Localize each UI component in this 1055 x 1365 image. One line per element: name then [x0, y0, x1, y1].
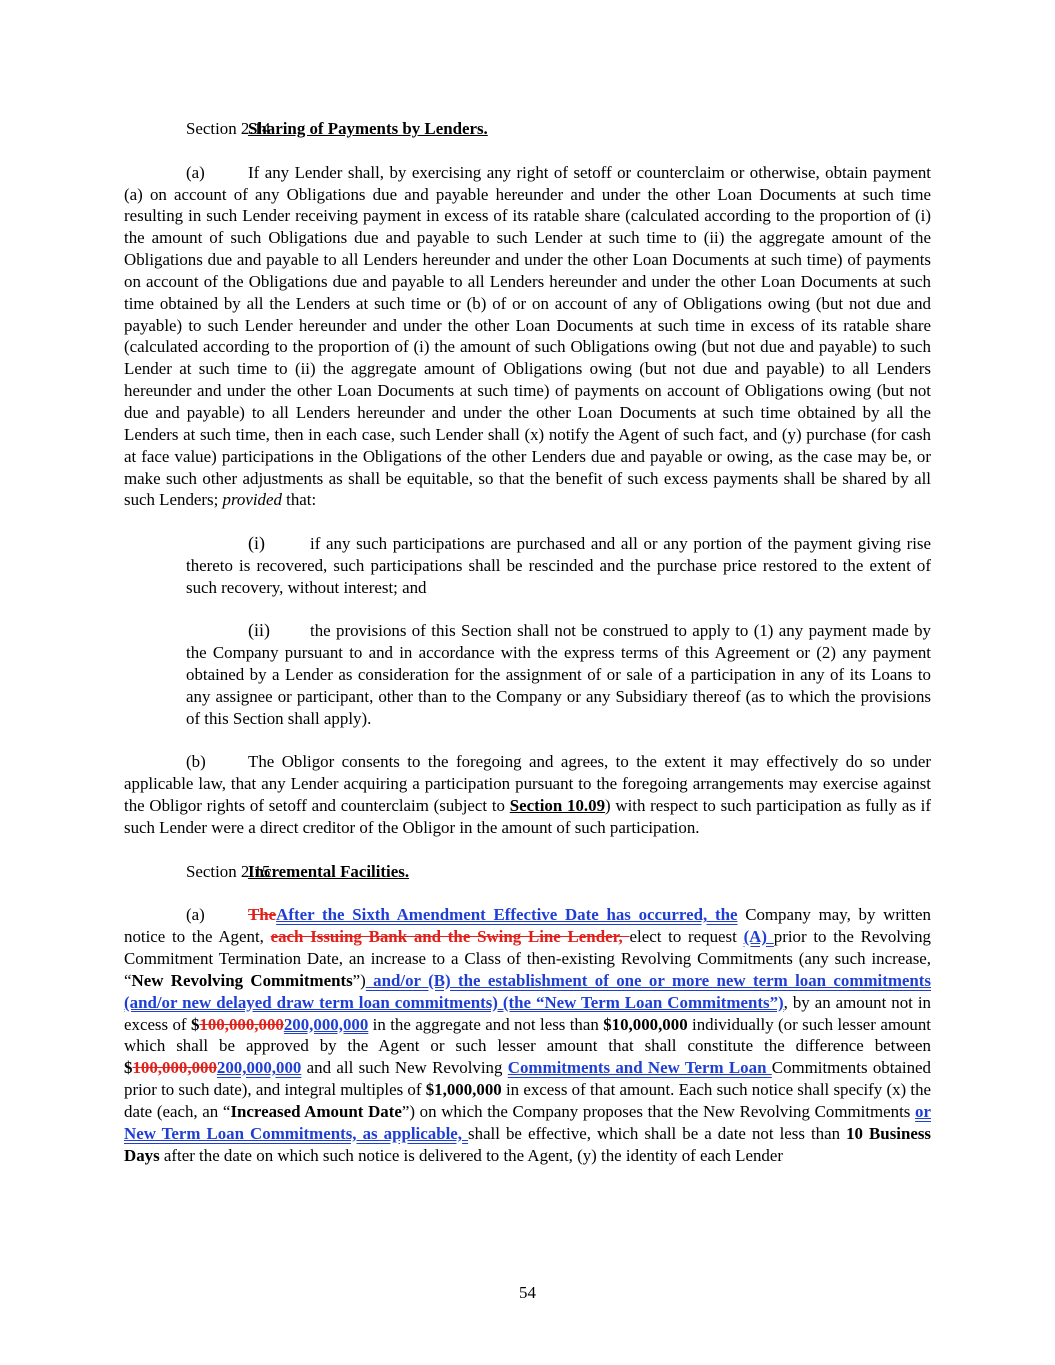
clause-text: if any such participations are purchased and all or any portion of the payment giving rise thereto is recovered, such participations shall be rescinded and the purchase price restored to the extent of such recovery, without interest; and: [186, 534, 931, 597]
paragraph-text: , by an amount not in excess of: [124, 992, 931, 1034]
inserted-text: or New Term Loan Commitments, as applicable,: [124, 1101, 931, 1143]
paragraph-b: [124, 751, 931, 838]
paragraph-text: individually (or such lesser amount which shall be approved by the Agent or such lesser amount that shall constitute the difference between: [124, 1014, 931, 1056]
inserted-text: and/or (B) the establishment of one or more new term loan commitments (and/or new delayed draw term loan commitments) (the “New Term Loan Commitments”): [124, 970, 931, 1012]
paragraph-a: [124, 162, 931, 512]
clause-ii: [186, 620, 931, 729]
section-title: Incremental Facilities.: [248, 861, 410, 881]
paragraph-text: Company may, by written notice to the Agent,: [124, 905, 931, 947]
paragraph-text: in the aggregate and not less than: [368, 1014, 604, 1034]
paragraph-text: elect to request: [629, 927, 744, 947]
paragraph-text: prior to the Revolving Commitment Termination Date, an increase to a Class of then-existing Revolving Commitments (any such increase, “: [124, 927, 931, 990]
amount-text: $1,000,000: [425, 1080, 502, 1100]
paragraph-label: (b): [186, 752, 206, 772]
section-number: Section 2.15: [186, 861, 271, 881]
defined-term: Increased Amount Date: [230, 1101, 402, 1121]
paragraph-incremental-a: [124, 904, 931, 1166]
inserted-amount: 200,000,000: [216, 1058, 302, 1078]
section-number: Section 2.14: [186, 119, 271, 138]
page-number: 54: [519, 1283, 536, 1302]
provided-term: provided: [222, 490, 282, 510]
inserted-amount: 200,000,000: [283, 1014, 369, 1034]
defined-term: 10 Business Days: [124, 1123, 932, 1165]
clause-label: (ii): [248, 620, 270, 641]
paragraph-text: ”) on which the Company proposes that the New Revolving Commitments: [401, 1101, 916, 1121]
section-2-15-heading: [124, 861, 931, 883]
section-title: Sharing of Payments by Lenders.: [248, 119, 488, 138]
clause-i: [186, 533, 931, 599]
paragraph-text: The Obligor consents to the foregoing and agrees, to the extent it may effectively do so under applicable law, that any Lender acquiring a participation pursuant to the foregoing arrangements may exercise against the Obligor rights of setoff and counterclaim (subject to: [124, 752, 931, 816]
paragraph-text: If any Lender shall, by exercising any right of setoff or counterclaim or otherwise, obtain payment (a) on account of any Obligations due and payable hereunder and under the other Loan Documents at such time resulting in such Lender receiving payment in excess of its ratable share (calculated according to the proportion of (i) the amount of such Obligations due and payable to such Lender at such time to (ii) the aggregate amount of the Obligations due and payable to all Lenders hereunder and under the other Loan Documents at such time) of payments on account of the Obligations due and payable to all Lenders hereunder and under the other Loan Documents at such time obtained by all the Lenders at such time or (b) of or on account of any of Obligations owing (but not due and payable) to such Lender hereunder and under the other Loan Documents at such time in excess of its ratable share (calculated according to the proportion of (i) the amount of such Obligations owing (but not due and payable) to such Lender at such time to (ii) the aggregate amount of Obligations owing (but not due and payable) to all Lenders hereunder and under the other Loan Documents at such time) of payments on account of Obligations owing (but not due and payable) to all Lenders hereunder and under the other Loan Documents at such time obtained by all the Lenders at such time, then in each case, such Lender shall (x) notify the Agent of such fact, and (y) purchase (for cash at face value) participations in the Obligations of the other Lenders due and payable or owing, as the case may be, or make such other adjustments as shall be equitable, so that the benefit of such excess payments shall be shared by all such Lenders;: [124, 162, 931, 510]
paragraph-text: that:: [281, 490, 317, 510]
paragraph-text: Commitments obtained prior to such date), and integral multiples of: [124, 1058, 931, 1100]
defined-term: New Revolving Commitments: [131, 970, 353, 990]
deleted-amount: 100,000,000: [199, 1014, 284, 1034]
inserted-text: Commitments and New Term Loan: [507, 1058, 772, 1078]
deleted-text: The: [248, 905, 277, 925]
amount-text: $: [124, 1058, 133, 1078]
paragraph-text: after the date on which such notice is delivered to the Agent, (y) the identity of each Lender: [159, 1145, 783, 1165]
inserted-text: After the Sixth Amendment Effective Date has occurred, the: [276, 905, 738, 925]
paragraph-text: ) with respect to such participation as fully as if such Lender were a direct creditor of the Obligor in the amount of such participation.: [124, 796, 931, 837]
paragraph-label: (a): [186, 905, 205, 925]
paragraph-label: (a): [186, 162, 205, 182]
deleted-amount: 100,000,000: [132, 1058, 217, 1078]
document-body: [124, 118, 931, 1167]
amount-text: $: [190, 1014, 200, 1034]
paragraph-text: ”): [352, 970, 366, 990]
clause-label: (i): [248, 533, 265, 554]
section-reference: Section 10.09: [509, 796, 606, 816]
paragraph-text: in excess of that amount. Each such notice shall specify (x) the date (each, an “: [124, 1080, 932, 1121]
paragraph-text: and all such New Revolving: [301, 1058, 508, 1078]
amount-text: $10,000,000: [603, 1014, 688, 1034]
deleted-text: each Issuing Bank and the Swing Line Lender,: [270, 927, 630, 947]
section-2-14-heading: [124, 118, 931, 140]
paragraph-text: shall be effective, which shall be a date not less than: [468, 1123, 847, 1143]
clause-text: the provisions of this Section shall not be construed to apply to (1) any payment made by the Company pursuant to and in accordance with the express terms of this Agreement or (2) any payment obtained by a Lender as consideration for the assignment of or sale of a participation in any of its Loans to any assignee or participant, other than to the Company or any Subsidiary thereof (as to which the provisions of this Section shall apply).: [186, 621, 931, 728]
inserted-text: (A): [743, 927, 774, 947]
